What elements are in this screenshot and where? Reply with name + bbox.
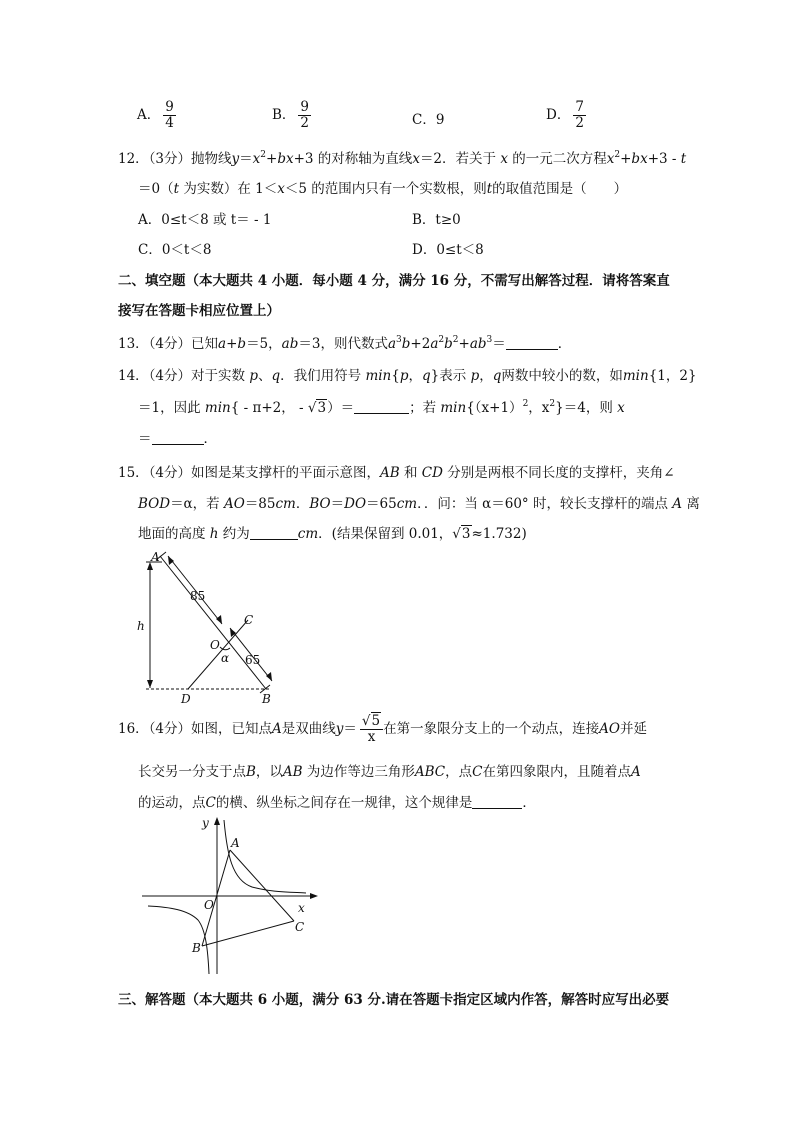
fig16-hyperbola-q3 — [148, 906, 209, 974]
fig16-segment-bc — [202, 921, 294, 946]
fig15-label-c: C — [244, 613, 254, 627]
fig16-label-b: B — [192, 941, 201, 955]
fig15-label-85: 85 — [190, 589, 206, 603]
fig15-label-o: O — [210, 638, 220, 652]
q13-answer-blank — [506, 336, 558, 350]
q12-option-d: D．0≤t＜8 — [412, 242, 484, 258]
fig16-label-c: C — [295, 920, 305, 934]
fig15-height-arrow-bottom — [147, 680, 153, 688]
q12-line1: 12．（3分）抛物线$y=x^2+bx+3$ 的对称轴为直线x＝2．若关于 x 的一元二次方程$x^2+bx+3 - t$ — [118, 150, 687, 167]
fig15-label-a: A — [151, 550, 160, 564]
section2-heading-line1: 二、填空题（本大题共 4 小题．每小题 4 分，满分 16 分，不需写出解答过程．请将答案直 — [118, 273, 670, 289]
fig16-x-axis-arrow — [310, 893, 318, 899]
fig15-angle-arc — [220, 647, 230, 650]
q15-answer-blank — [250, 526, 298, 540]
q14-line3: ＝ ． — [138, 431, 217, 447]
section2-heading-line2: 接写在答题卡相应位置上） — [118, 303, 280, 319]
fig16-label-a: A — [231, 836, 240, 850]
q15-line2: BOD＝α，若 AO＝85cm．BO＝DO＝65cm．．问：当 α＝60° 时，较长支撑杆的端点 A 离 — [138, 496, 700, 512]
q15-line3: 地面的高度 h 约为 cm．(结果保留到 0.01，√3≈1.732) — [138, 526, 527, 542]
q16-line3: 的运动，点C的横、纵坐标之间存在一规律，这个规律是 ． — [138, 795, 536, 811]
section3-heading-line1: 三、解答题（本大题共 6 小题，满分 63 分.请在答题卡指定区域内作答，解答时应写出必要 — [118, 992, 670, 1008]
q12-line2: ＝0（t 为实数）在 1＜x＜5 的范围内只有一个实数根，则t的取值范围是（ ） — [138, 181, 628, 197]
q11-option-a: A． $\frac{9}{4}$ — [137, 99, 174, 131]
q15-line1: 15．（4分）如图是某支撑杆的平面示意图，AB 和 CD 分别是两根不同长度的支撑杆，夹角∠ — [118, 465, 675, 481]
q16-line1: 16．（4分）如图，已知点A是双曲线y＝ $\frac{√5}{x}$ 在第一象限分支上的一个动点，连接AO并延 — [118, 713, 647, 745]
fig16-label-o: O — [204, 898, 214, 912]
q16-line2: 长交另一分支于点B，以AB 为边作等边三角形ABC，点C在第四象限内，且随着点A — [138, 764, 641, 780]
fig15-dim-65-arrow-b — [266, 672, 272, 681]
q13-line: 13．（4分）已知a+b＝5，ab＝3，则代数式$a^3b+2a^2b^2+ab^3=$ ． — [118, 335, 572, 352]
fig15-label-b: B — [262, 692, 271, 706]
q14-line2: ＝1，因此 min{ - π+2， - √3）＝ ；若 $\min\{(x+1)^2$，$x^2\}=4$，则 x — [138, 399, 625, 416]
q14-answer-blank-1 — [354, 400, 409, 414]
fig15-label-alpha: α — [221, 651, 230, 665]
fig15-label-h: h — [137, 619, 145, 633]
fig15-dim-65-arrow-o — [230, 628, 236, 637]
q12-option-c: C．0＜t＜8 — [138, 242, 212, 258]
q16-figure — [140, 814, 320, 976]
q11-option-b: B． $\frac{9}{2}$ — [272, 99, 310, 131]
q14-line1: 14．（4分）对于实数 p、q．我们用符号 min{p，q}表示 p，q两数中较小的数，如min{1，2} — [118, 368, 697, 384]
fig15-dim-85-arrow-o — [216, 615, 222, 624]
fig16-segment-ac — [230, 850, 294, 921]
q11-option-d: D． $\frac{7}{2}$ — [546, 99, 584, 131]
q15-figure — [130, 548, 290, 708]
q14-answer-blank-2 — [152, 431, 204, 445]
fig15-dim-85-arrow-a — [168, 556, 174, 565]
fig16-y-axis-arrow — [214, 817, 220, 825]
fig15-label-d: D — [181, 692, 191, 706]
q12-option-a: A．0≤t＜8 或 t＝ - 1 — [138, 212, 272, 228]
q16-answer-blank — [472, 795, 522, 809]
fig16-label-x: x — [298, 901, 305, 915]
fig15-label-65: 65 — [245, 653, 261, 667]
q11-option-c: C．9 — [412, 112, 445, 128]
fig16-label-y: y — [202, 816, 209, 830]
q12-option-b: B．t≥0 — [412, 212, 461, 228]
